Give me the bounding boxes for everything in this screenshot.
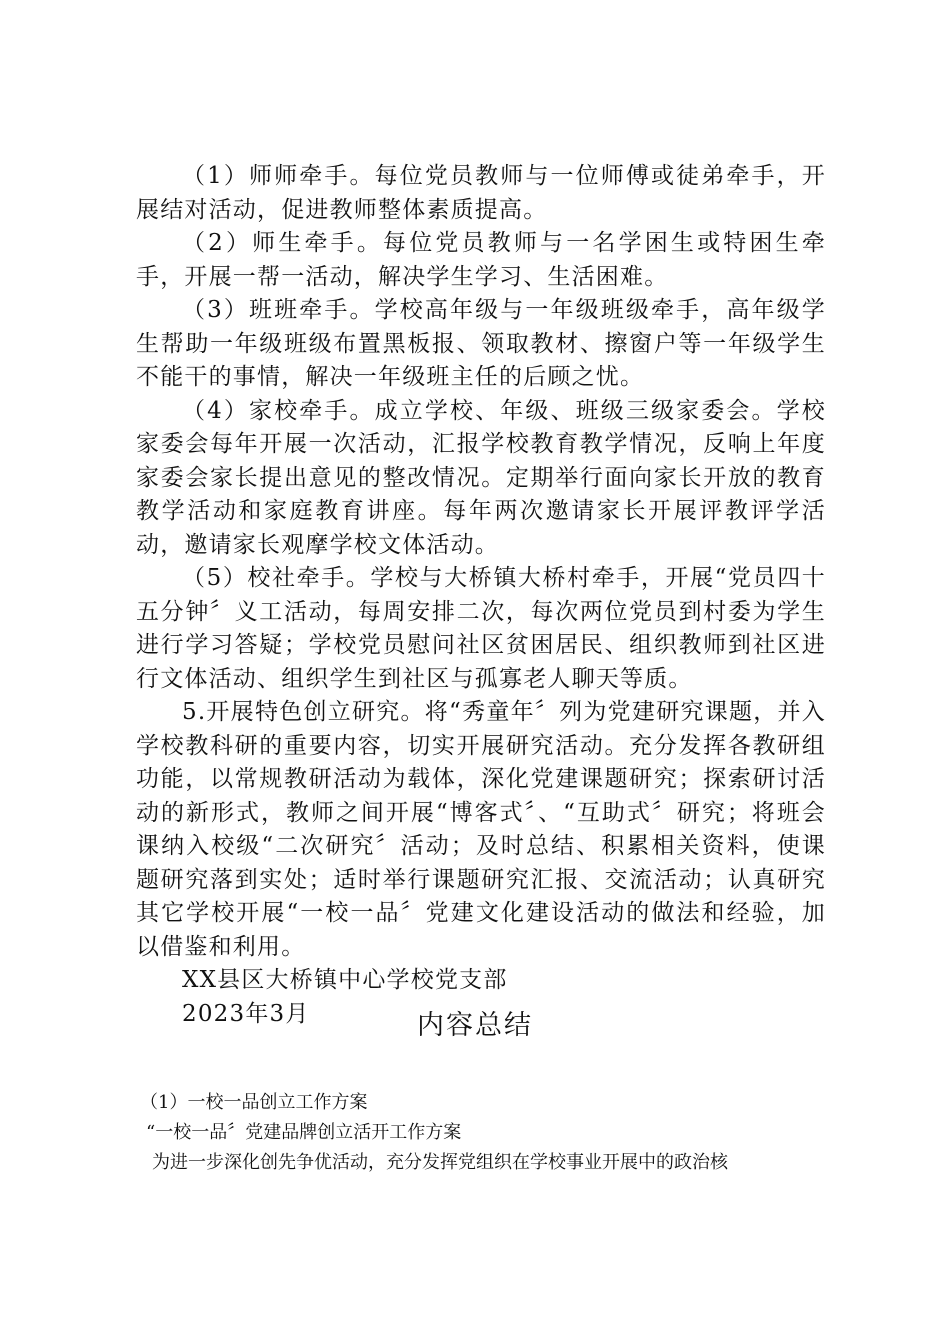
paragraph-research: 5.开展特色创立研究。将“秀童年〞列为党建研究课题，并入学校教科研的重要内容，切实开展研究活动。充分发挥各教研组功能，以常规教研活动为载体，深化党建课题研究；探索研讨活动的新形式，教师之间开展“博客式〞、“互助式〞研究；将班会课纳入校级“二次研究〞活动；及时总结、积累相关资料，使课题研究落到实处；适时举行课题研究汇报、交流活动；认真研究其它学校开展“一校一品〞党建文化建设活动的做法和经验，加以借鉴和利用。 <box>136 699 826 960</box>
summary-line: 为进一步深化创先争优活动，充分发挥党组织在学校事业开展中的政治核 <box>152 1152 728 1173</box>
paragraph-teacher-teacher: （1）师师牵手。每位党员教师与一位师傅或徒弟牵手，开展结对活动，促进教师整体素质提高。 <box>136 163 826 223</box>
summary-title: 内容总结 <box>417 1010 533 1041</box>
paragraph-school-community: （5）校社牵手。学校与大桥镇大桥村牵手，开展“党员四十五分钟〞义工活动，每周安排二次，每次两位党员到村委为学生进行学习答疑；学校党员慰问社区贫困居民、组织教师到社区进行文体活动、组织学生到社区与孤寡老人聊天等质。 <box>136 565 826 692</box>
paragraph-home-school: （4）家校牵手。成立学校、年级、班级三级家委会。学校家委会每年开展一次活动，汇报学校教育教学情况，反响上年度家委会家长提出意见的整改情况。定期举行面向家长开放的教育教学活动和家庭教育讲座。每年两次邀请家长开展评教评学活动，邀请家长观摩学校文体活动。 <box>136 397 826 558</box>
signature-org: XX县区大桥镇中心学校党支部 <box>182 967 508 993</box>
signature-date: 2023年3月 <box>182 1000 310 1027</box>
document-body <box>136 160 826 1031</box>
paragraph-teacher-student: （2）师生牵手。每位党员教师与一名学困生或特困生牵手，开展一帮一活动，解决学生学习、生活困难。 <box>136 230 826 290</box>
summary-line: “一校一品〞党建品牌创立活开工作方案 <box>146 1122 462 1143</box>
summary-section <box>140 1088 840 1178</box>
summary-line: （1）一校一品创立工作方案 <box>140 1092 368 1113</box>
paragraph-class-class: （3）班班牵手。学校高年级与一年级班级牵手，高年级学生帮助一年级班级布置黑板报、领取教材、擦窗户等一年级学生不能干的事情，解决一年级班主任的后顾之忧。 <box>136 297 826 390</box>
